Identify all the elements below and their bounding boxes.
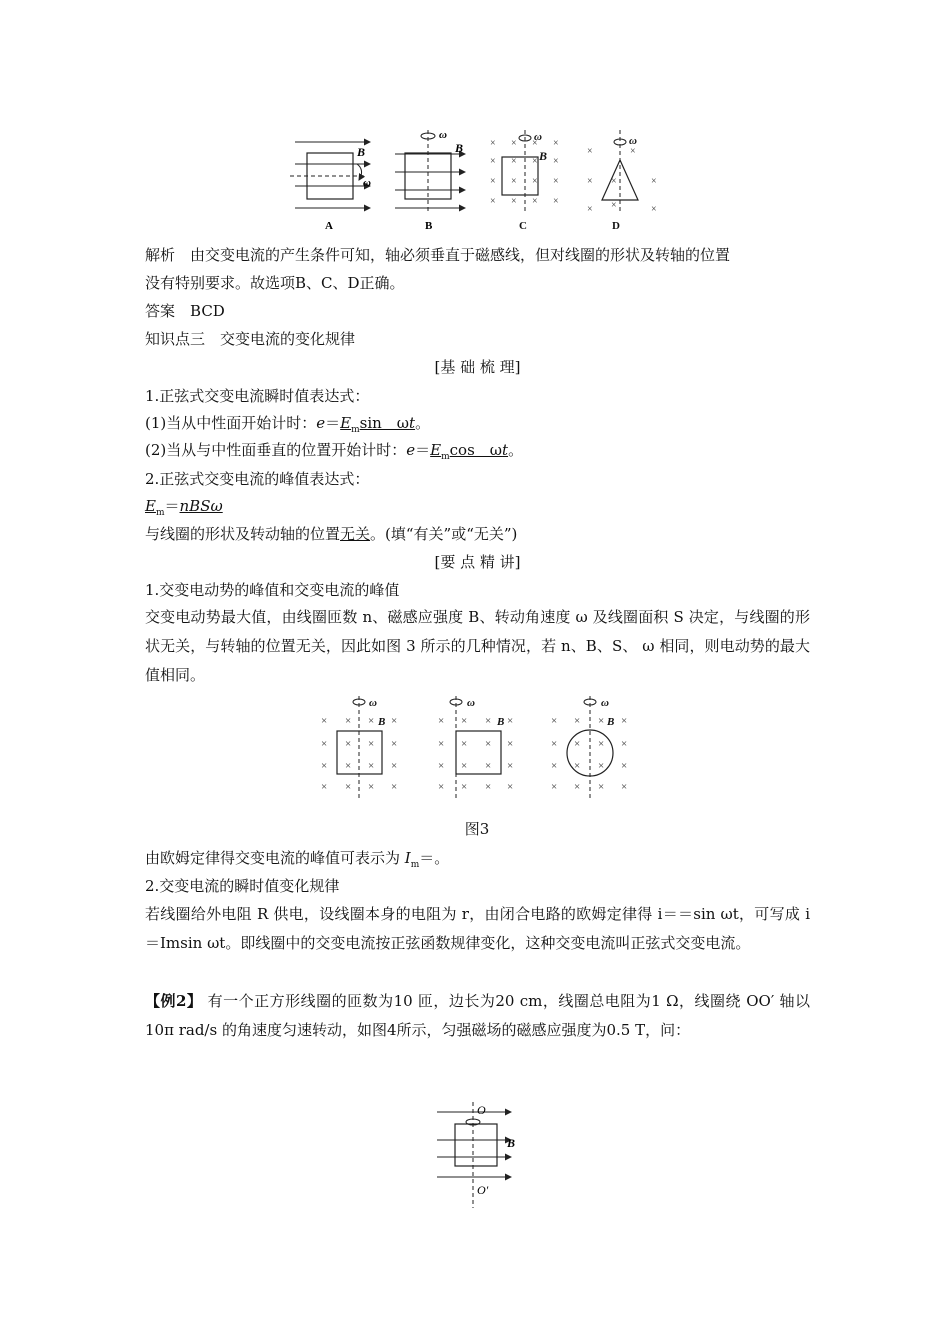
basics-header: [基 础 梳 理] <box>434 358 521 376</box>
svg-text:×: × <box>621 781 628 793</box>
section-title: 知识点三 交变电流的变化规律 <box>145 330 356 348</box>
label-d: D <box>612 220 620 232</box>
svg-text:×: × <box>551 715 558 727</box>
svg-text:×: × <box>532 138 538 149</box>
svg-text:×: × <box>485 715 492 727</box>
svg-text:×: × <box>490 196 496 207</box>
svg-text:B: B <box>497 716 505 728</box>
svg-text:×: × <box>490 176 496 187</box>
basics-item-1a: (1)当从中性面开始计时：$e=E_m\sin$ ωt。 <box>145 414 431 435</box>
svg-text:×: × <box>507 715 514 727</box>
svg-text:×: × <box>321 760 328 772</box>
figure-3-svg <box>315 692 640 804</box>
svg-text:×: × <box>651 204 657 215</box>
svg-text:×: × <box>611 200 617 211</box>
svg-text:×: × <box>574 715 581 727</box>
svg-text:×: × <box>391 738 398 750</box>
key-points-item-2: 2.交变电流的瞬时值变化规律 <box>145 877 340 895</box>
svg-text:×: × <box>461 715 468 727</box>
svg-text:×: × <box>621 738 628 750</box>
label-c: C <box>519 220 527 232</box>
svg-text:×: × <box>391 760 398 772</box>
svg-text:×: × <box>368 738 375 750</box>
svg-text:B: B <box>378 716 386 728</box>
svg-text:×: × <box>553 156 559 167</box>
svg-text:×: × <box>345 738 352 750</box>
svg-text:×: × <box>587 146 593 157</box>
svg-text:×: × <box>611 176 617 187</box>
fig4-top-label: O <box>477 1103 486 1117</box>
svg-text:×: × <box>485 781 492 793</box>
example-2 <box>145 987 810 1045</box>
svg-text:×: × <box>598 738 605 750</box>
basics-item-1: 1.正弦式交变电流瞬时值表达式： <box>145 387 370 405</box>
svg-text:×: × <box>553 196 559 207</box>
svg-text:×: × <box>438 760 445 772</box>
svg-text:×: × <box>391 781 398 793</box>
svg-text:×: × <box>598 781 605 793</box>
svg-text:×: × <box>345 781 352 793</box>
label-a: A <box>325 220 333 232</box>
answer-value: BCD <box>190 302 225 320</box>
svg-text:×: × <box>551 760 558 772</box>
example-label: 【例2】 <box>145 992 203 1010</box>
figure-4-svg <box>425 1102 535 1210</box>
figure-3-caption: 图3 <box>464 820 490 838</box>
key-points-header: [要 点 精 讲] <box>434 553 521 571</box>
svg-text:×: × <box>551 738 558 750</box>
figure-3 <box>315 692 640 804</box>
key-points-para-2: 若线圈给外电阻 R 供电，设线圈本身的电阻为 r，由闭合电路的欧姆定律得 i＝＝sin ωt，可写成 i＝Imsin ωt。即线圈中的交变电流按正弦函数规律变化，这种交变电流叫正弦式交变电流。 <box>145 905 810 952</box>
svg-text:×: × <box>574 738 581 750</box>
svg-text:×: × <box>321 781 328 793</box>
basics-item-2: 2.正弦式交变电流的峰值表达式： <box>145 470 370 488</box>
panel-c <box>490 130 559 232</box>
fig4-bottom-label: O′ <box>477 1183 489 1197</box>
svg-text:×: × <box>621 715 628 727</box>
svg-text:×: × <box>651 176 657 187</box>
omega-label-a: ω <box>363 177 371 189</box>
shape-answer: 无关 <box>340 525 371 543</box>
svg-text:×: × <box>490 138 496 149</box>
svg-text:×: × <box>391 715 398 727</box>
svg-text:×: × <box>511 196 517 207</box>
fig3-panel-square-center <box>321 696 397 800</box>
svg-text:×: × <box>574 781 581 793</box>
svg-text:×: × <box>321 738 328 750</box>
svg-text:ω: ω <box>369 697 377 709</box>
svg-text:B: B <box>607 716 615 728</box>
analysis-text-1: 由交变电流的产生条件可知，轴必须垂直于磁感线，但对线圈的形状及转轴的位置 <box>190 246 731 264</box>
svg-text:×: × <box>507 760 514 772</box>
svg-text:×: × <box>507 781 514 793</box>
svg-text:×: × <box>598 760 605 772</box>
key-points-item-1: 1.交变电动势的峰值和交变电流的峰值 <box>145 581 400 599</box>
omega-label-c: ω <box>534 131 542 143</box>
svg-text:×: × <box>345 715 352 727</box>
svg-text:×: × <box>461 760 468 772</box>
svg-text:×: × <box>368 715 375 727</box>
svg-text:×: × <box>621 760 628 772</box>
svg-text:×: × <box>438 781 445 793</box>
svg-text:×: × <box>438 738 445 750</box>
svg-text:×: × <box>532 196 538 207</box>
figure-coil-options <box>285 128 675 236</box>
ohm-line: 由欧姆定律得交变电流的峰值可表示为 $I_m=$。 <box>145 849 450 870</box>
omega-label-d: ω <box>629 135 637 147</box>
svg-text:×: × <box>587 176 593 187</box>
analysis-line-1 <box>145 242 810 268</box>
analysis-line-2 <box>145 270 810 296</box>
svg-text:ω: ω <box>601 697 609 709</box>
key-points-para-1: 交变电动势最大值，由线圈匝数 n、磁感应强度 B、转动角速度 ω 及线圈面积 S 决定，与线圈的形状无关，与转轴的位置无关，因此如图 3 所示的几种情况，若 n、B、S、 ω 相同，则电动势的最大值相同。 <box>145 608 810 684</box>
peak-formula: $E_m=nBS\omega$ <box>145 497 223 518</box>
figure-coil-options-svg <box>285 128 675 236</box>
field-label-c: B <box>539 149 548 163</box>
svg-text:×: × <box>507 738 514 750</box>
svg-text:×: × <box>511 176 517 187</box>
figure-4 <box>425 1102 535 1210</box>
svg-text:×: × <box>485 760 492 772</box>
panel-b <box>395 129 465 232</box>
fig3-panel-square-offset <box>438 696 513 800</box>
svg-text:×: × <box>368 781 375 793</box>
label-b: B <box>425 220 433 232</box>
svg-text:×: × <box>345 760 352 772</box>
svg-text:×: × <box>532 176 538 187</box>
svg-text:×: × <box>587 204 593 215</box>
example-text: 有一个正方形线圈的匝数为10 匝，边长为20 cm，线圈总电阻为1 Ω，线圈绕 OO′ 轴以10π rad/s 的角速度匀速转动，如图4所示，匀强磁场的磁感应强度为0.5 T，问： <box>145 992 810 1039</box>
svg-text:×: × <box>532 156 538 167</box>
svg-text:×: × <box>461 738 468 750</box>
field-label-b: B <box>455 141 464 155</box>
svg-text:×: × <box>485 738 492 750</box>
analysis-label: 解析 <box>145 246 176 264</box>
svg-text:×: × <box>574 760 581 772</box>
omega-label-b: ω <box>439 129 447 141</box>
shape-line: 与线圈的形状及转动轴的位置无关。(填“有关”或“无关”) <box>145 525 518 543</box>
basics-item-1b: (2)当从与中性面垂直的位置开始计时：$e=E_m\cos$ ωt。 <box>145 441 524 462</box>
answer-line <box>145 298 810 324</box>
svg-text:×: × <box>321 715 328 727</box>
analysis-text-2: 没有特别要求。故选项B、C、D正确。 <box>145 274 405 292</box>
svg-text:×: × <box>598 715 605 727</box>
panel-a <box>290 142 371 232</box>
panel-d <box>587 130 657 232</box>
svg-text:×: × <box>490 156 496 167</box>
answer-label: 答案 <box>145 302 176 320</box>
svg-text:×: × <box>438 715 445 727</box>
svg-text:×: × <box>461 781 468 793</box>
field-label-a: B <box>357 145 366 159</box>
svg-text:×: × <box>368 760 375 772</box>
svg-text:×: × <box>553 138 559 149</box>
fig3-panel-circle <box>551 696 627 800</box>
svg-text:×: × <box>630 146 636 157</box>
svg-text:×: × <box>511 156 517 167</box>
svg-text:×: × <box>511 138 517 149</box>
fig4-field-label: B <box>507 1136 516 1150</box>
svg-text:ω: ω <box>467 697 475 709</box>
svg-text:×: × <box>551 781 558 793</box>
svg-text:×: × <box>553 176 559 187</box>
